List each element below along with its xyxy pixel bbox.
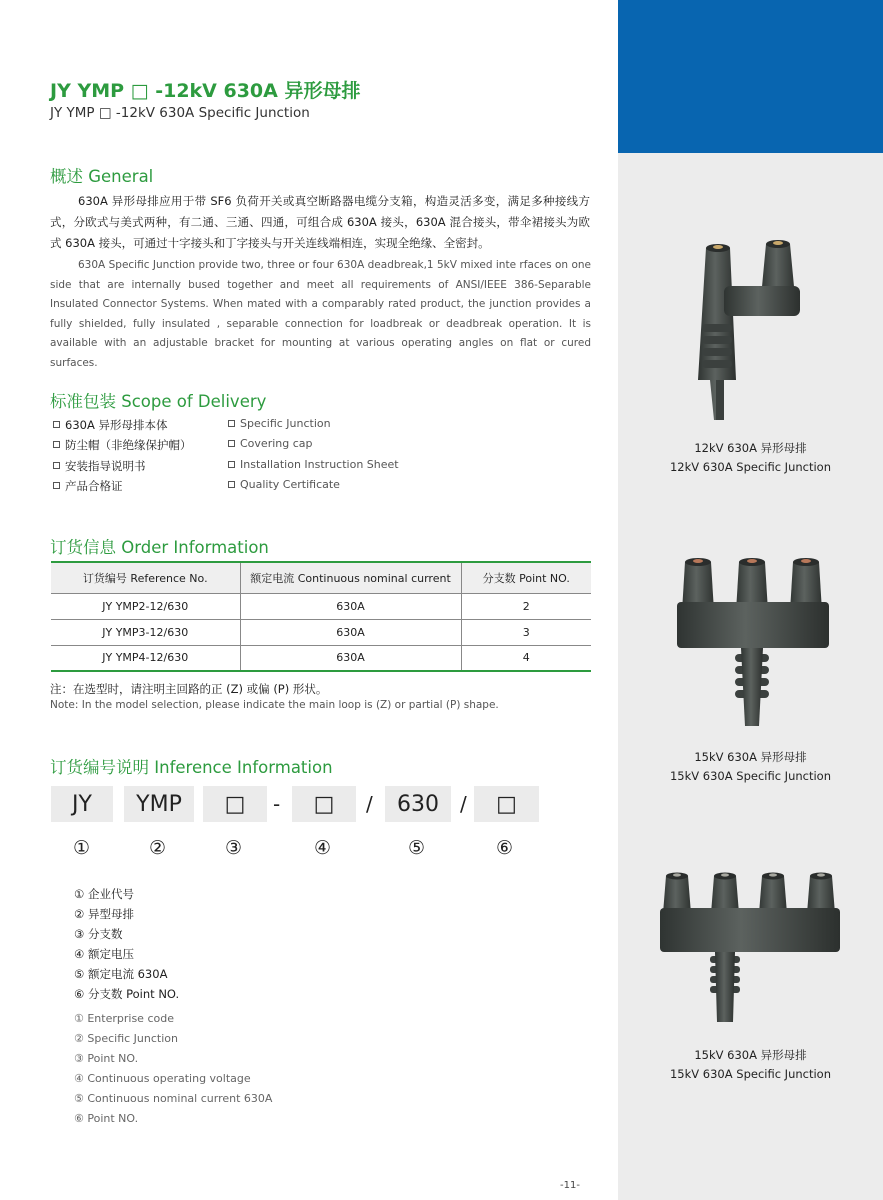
column-header: 分支数 Point NO. bbox=[461, 562, 591, 593]
table-header-row bbox=[51, 562, 591, 593]
table-row bbox=[51, 619, 591, 645]
product-image-3-way bbox=[673, 550, 833, 730]
table-cell: 2 bbox=[461, 593, 591, 619]
code-segment-box: □ bbox=[292, 786, 356, 822]
circled-number-marker: ② bbox=[149, 837, 167, 859]
checkbox-square-icon bbox=[53, 482, 60, 489]
delivery-item-cn: 630A 异形母排本体 bbox=[53, 417, 167, 433]
checkbox-square-icon bbox=[53, 441, 60, 448]
table-cell: 4 bbox=[461, 645, 591, 671]
general-text-cn: 630A 异形母排应用于带 SF6 负荷开关或真空断路器电缆分支箱，构造灵活多变，满足多种接线方式，分欧式与美式两种，有二通、三通、四通，可组合成 630A 接头，630A 混合接头，带伞裙接头为欧式 630A 接头，可通过十字接头和丁字接头与开关连线端相连，实现全绝缘、全密封。 bbox=[50, 194, 590, 250]
legend-item-cn: ② 异型母排 bbox=[74, 907, 134, 921]
product-sidebar bbox=[618, 0, 883, 1200]
table-cell: JY YMP3-12/630 bbox=[51, 619, 240, 645]
section-title-general: 概述 General bbox=[50, 167, 154, 186]
legend-item-en: ① Enterprise code bbox=[74, 1012, 174, 1025]
product-caption-cn: 15kV 630A 异形母排 bbox=[694, 1048, 807, 1062]
product-caption-en: 15kV 630A Specific Junction bbox=[669, 1067, 832, 1081]
delivery-item-en: Specific Junction bbox=[228, 417, 331, 430]
page-title: JY YMP □ -12kV 630A 异形母排 bbox=[50, 80, 361, 102]
section-title-delivery: 标准包装 Scope of Delivery bbox=[50, 392, 267, 411]
product-caption-cn: 12kV 630A 异形母排 bbox=[694, 441, 807, 455]
delivery-item-en: Installation Instruction Sheet bbox=[228, 458, 399, 471]
section-title-inference: 订货编号说明 Inference Information bbox=[50, 758, 333, 777]
code-segment-box: YMP bbox=[124, 786, 194, 822]
checkbox-square-icon bbox=[228, 440, 235, 447]
legend-item-en: ③ Point NO. bbox=[74, 1052, 139, 1065]
delivery-item-en: Covering cap bbox=[228, 437, 313, 450]
table-cell: JY YMP2-12/630 bbox=[51, 593, 240, 619]
table-row bbox=[51, 593, 591, 619]
legend-item-en: ② Specific Junction bbox=[74, 1032, 178, 1045]
product-caption bbox=[618, 748, 883, 786]
page-number: -11- bbox=[560, 1180, 580, 1191]
checkbox-square-icon bbox=[228, 420, 235, 427]
checkbox-square-icon bbox=[53, 421, 60, 428]
column-header: 额定电流 Continuous nominal current bbox=[240, 562, 461, 593]
order-table bbox=[51, 561, 591, 672]
product-image-4-way bbox=[658, 868, 843, 1028]
table-cell: 630A bbox=[240, 645, 461, 671]
delivery-item-cn: 防尘帽（非绝缘保护帽） bbox=[53, 437, 192, 453]
legend-item-cn: ⑥ 分支数 Point NO. bbox=[74, 987, 180, 1001]
code-separator: / bbox=[366, 792, 373, 816]
column-header: 订货编号 Reference No. bbox=[51, 562, 240, 593]
order-note-en: Note: In the model selection, please indicate the main loop is (Z) or partial (P) shape. bbox=[50, 699, 499, 711]
code-segment-box: JY bbox=[51, 786, 113, 822]
legend-item-en: ⑥ Point NO. bbox=[74, 1112, 139, 1125]
product-image-2-way bbox=[688, 230, 818, 425]
table-cell: 630A bbox=[240, 593, 461, 619]
general-text-en: 630A Specific Junction provide two, three or four 630A deadbreak,1 5kV mixed inte rfaces on one side that are internally bused together and meet all requirements of ANSI/IEEE 386-Separable Insulated Connector Systems. When mated with a comparably rated product, the junction provides a fully shielded, fully insulated , separable connection for loadbreak or deadbreak operation. It is available with an adjustable bracket for mounting at various operating angles on flat or cured surfaces. bbox=[50, 259, 591, 369]
table-cell: JY YMP4-12/630 bbox=[51, 645, 240, 671]
product-caption-en: 15kV 630A Specific Junction bbox=[669, 769, 832, 783]
code-segment-box: □ bbox=[474, 786, 539, 822]
product-caption bbox=[618, 439, 883, 477]
product-caption bbox=[618, 1046, 883, 1084]
legend-item-cn: ③ 分支数 bbox=[74, 927, 123, 941]
circled-number-marker: ③ bbox=[225, 837, 243, 859]
delivery-item-en: Quality Certificate bbox=[228, 478, 340, 491]
brand-color-band bbox=[618, 0, 883, 153]
delivery-item-cn: 产品合格证 bbox=[53, 478, 123, 494]
table-row bbox=[51, 645, 591, 671]
circled-number-marker: ⑤ bbox=[408, 837, 426, 859]
section-title-order: 订货信息 Order Information bbox=[50, 538, 269, 557]
order-note-cn: 注：在选型时，请注明主回路的正 (Z) 或偏 (P) 形状。 bbox=[50, 682, 328, 696]
legend-item-cn: ⑤ 额定电流 630A bbox=[74, 967, 168, 981]
legend-item-cn: ④ 额定电压 bbox=[74, 947, 134, 961]
product-caption-en: 12kV 630A Specific Junction bbox=[669, 460, 832, 474]
legend-item-en: ④ Continuous operating voltage bbox=[74, 1072, 251, 1085]
code-segment-box: □ bbox=[203, 786, 267, 822]
circled-number-marker: ④ bbox=[314, 837, 332, 859]
legend-item-en: ⑤ Continuous nominal current 630A bbox=[74, 1092, 273, 1105]
code-separator: - bbox=[273, 792, 281, 816]
code-segment-box: 630 bbox=[385, 786, 451, 822]
product-caption-cn: 15kV 630A 异形母排 bbox=[694, 750, 807, 764]
table-cell: 3 bbox=[461, 619, 591, 645]
code-separator: / bbox=[460, 792, 467, 816]
legend-item-cn: ① 企业代号 bbox=[74, 887, 134, 901]
circled-number-marker: ① bbox=[73, 837, 91, 859]
checkbox-square-icon bbox=[228, 461, 235, 468]
page-subtitle: JY YMP □ -12kV 630A Specific Junction bbox=[50, 105, 310, 121]
checkbox-square-icon bbox=[53, 462, 60, 469]
circled-number-marker: ⑥ bbox=[496, 837, 514, 859]
delivery-item-cn: 安装指导说明书 bbox=[53, 458, 146, 474]
checkbox-square-icon bbox=[228, 481, 235, 488]
table-cell: 630A bbox=[240, 619, 461, 645]
